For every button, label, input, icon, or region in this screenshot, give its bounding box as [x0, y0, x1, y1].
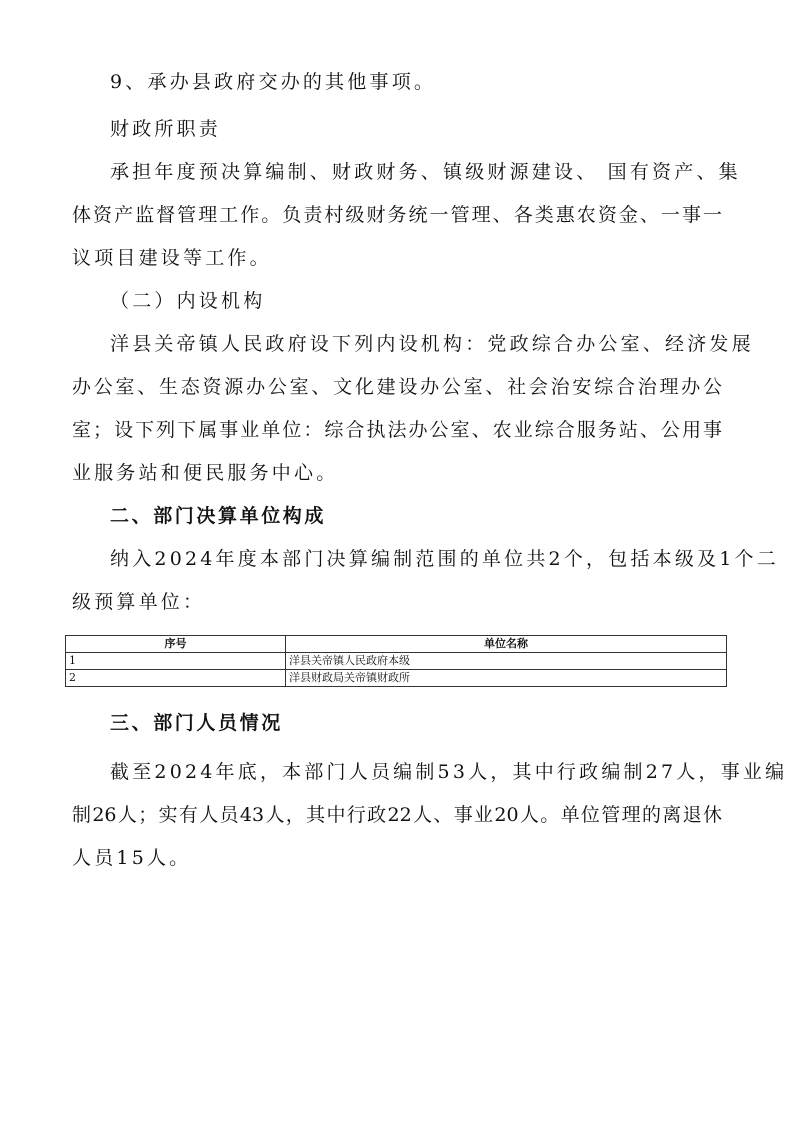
section-3-heading: 三、部门人员情况 — [110, 712, 283, 734]
internal-orgs-line-2: 办公室、生态资源办公室、文化建设办公室、社会治安综合治理办公 — [72, 376, 722, 398]
table-row — [66, 670, 727, 687]
header-seq: 序号 — [66, 636, 286, 653]
table-row — [66, 653, 727, 670]
header-unit-name: 单位名称 — [286, 636, 727, 653]
internal-orgs-line-4: 业服务站和便民服务中心。 — [72, 462, 339, 484]
finance-office-title: 财政所职责 — [110, 118, 222, 140]
cell-unit-name: 洋县关帝镇人民政府本级 — [286, 653, 727, 670]
finance-office-line-3: 议项目建设等工作。 — [72, 247, 272, 269]
section-3-line-2: 制26人；实有人员43人，其中行政22人、事业20人。单位管理的离退休 — [72, 804, 722, 826]
cell-seq: 2 — [66, 670, 286, 687]
budget-units-table — [65, 635, 727, 687]
section-2-line-1: 纳入2024年度本部门决算编制范围的单位共2个，包括本级及1个二 — [110, 548, 779, 570]
duty-item-9: 9、承办县政府交办的其他事项。 — [110, 71, 437, 93]
finance-office-line-1: 承担年度预决算编制、财政财务、镇级财源建设、 国有资产、集 — [110, 161, 741, 183]
section-3-line-1: 截至2024年底，本部门人员编制53人，其中行政编制27人，事业编 — [110, 761, 788, 783]
section-2-line-2: 级预算单位： — [72, 591, 206, 613]
table-header-row — [66, 636, 727, 653]
cell-seq: 1 — [66, 653, 286, 670]
section-3-line-3: 人员15人。 — [72, 847, 192, 869]
internal-orgs-line-3: 室；设下列下属事业单位：综合执法办公室、农业综合服务站、公用事 — [72, 419, 722, 441]
section-2-heading: 二、部门决算单位构成 — [110, 505, 327, 527]
cell-unit-name: 洋县财政局关帝镇财政所 — [286, 670, 727, 687]
finance-office-line-2: 体资产监督管理工作。负责村级财务统一管理、各类惠农资金、一事一 — [72, 204, 722, 226]
internal-orgs-title: （二）内设机构 — [110, 290, 266, 312]
internal-orgs-line-1: 洋县关帝镇人民政府设下列内设机构：党政综合办公室、经济发展 — [110, 333, 754, 355]
